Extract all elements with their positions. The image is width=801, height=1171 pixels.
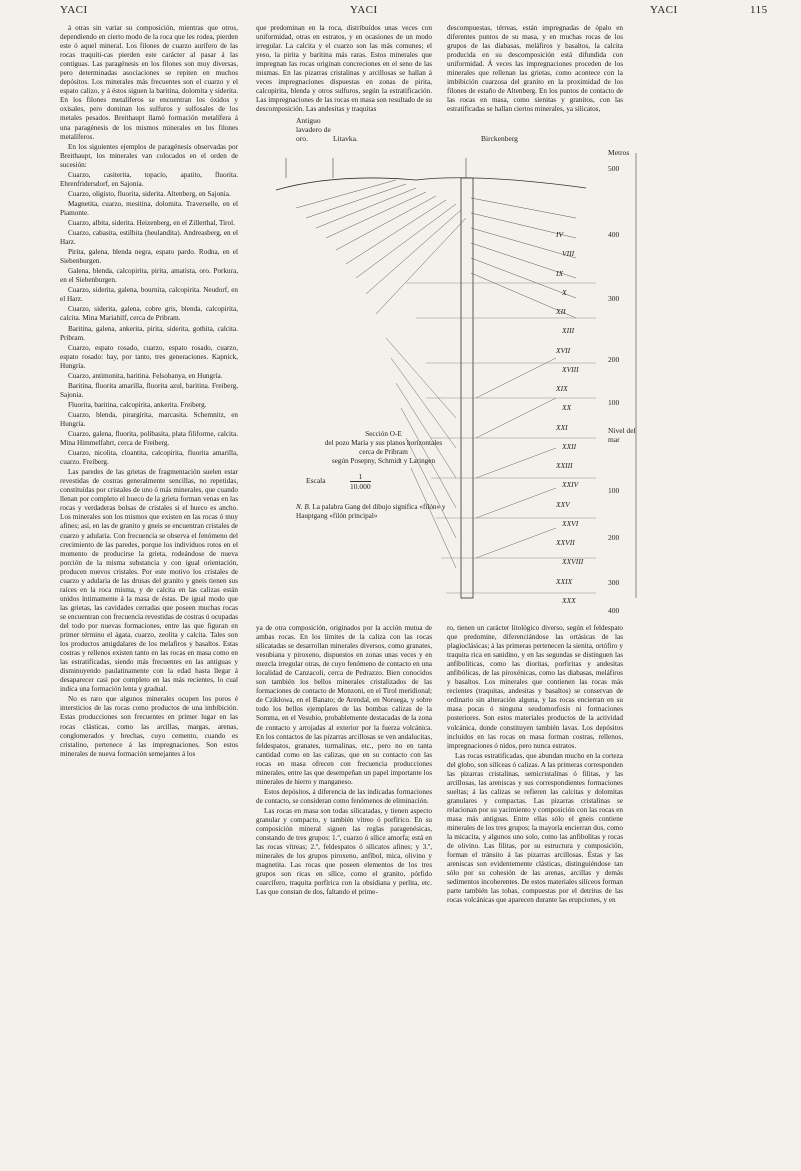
level-label: XX	[562, 403, 572, 413]
depth-label: 200	[608, 355, 620, 364]
level-label: XXX	[562, 596, 576, 605]
level-label: XXVI	[562, 518, 579, 528]
header-right: YACI	[650, 4, 678, 16]
level-label: XXV	[556, 499, 570, 509]
label-birkenberg: Birckenberg	[481, 134, 518, 143]
depth-label: 400	[608, 230, 620, 239]
paragraph: Cuarzo, cabasita, estilbita (heulandita). Andreasberg, en el Harz.	[60, 229, 238, 247]
header-center: YACI	[350, 4, 378, 16]
caption-line: cerca de Pribram	[359, 448, 408, 456]
paragraph: Cuarzo, oligisto, fluorita, siderita. Altenberg, en Sajonia.	[68, 189, 231, 198]
level-label: XVII	[556, 345, 571, 355]
label-litavka: Litavka.	[333, 134, 358, 143]
paragraph: ro, tienen un carácter litológico diverso, según el feldespato que predomine, diferenciándose las ortásicas de las plagioclásicas; á las primeras pertenecen la sienita, ortófiro y traquita rica en sanidino, y en las segundas se distinguen las anfibolíticas, como las dioritas, porfiritas y andesitas anfibólicas, de las piroxénicas, como las diabasas, meláfiros y basaltos. Los minerales que contienen las rocas más recientes (traquitas, andesitas y basaltos) se conservan de ordinario sin alteración alguna, y las rocas encierran en su masa pocas ó ninguna seudomorfosis ni formaciones posteriores. Son estos materiales productos de la actividad volcánica, donde constituyen también lavas. Los depósitos incluídos en las rocas en masa forman costras, rellenos, impregnaciones ó nidos, pero nunca estratos.	[447, 624, 623, 750]
scale	[306, 472, 371, 491]
level-label: IV	[556, 230, 564, 239]
paragraph: Las rocas estratificadas, que abundan mucho en la corteza del globo, son silíceas ó calizas. A las primeras corresponden las pizarras cristalinas, semicristalinas ó filitas, y las arcillosas, las areniscas y sus correspondientes formaciones sueltas; á las calizas se refieren las calcitas y dolomitas granulares y compactas. Las pizarras cristalinas se relacionan por su yacimiento y composición con las rocas en masa más antiguas. Entre ellas sólo el gneis contiene minerales de los tres grupos; la mayoría encierran dos, como la micacita, y algunos uno solo, como las anfibolitas y rocas de olivino. Las filitas, por su estructura y composición, forman el tránsito á las pizarras arcillosas. Éstas y las areniscas son evidentemente clásticas, distinguiéndose tan sólo por su cohesión de las arenas, arcillas y demás sedimentos incoherentes. De estos materiales silíceos forman parte también las tobas, compuestas por el detritus de las rocas volcánicas que aparecen durante las erupciones, y en	[447, 751, 623, 905]
depth-label: 100	[608, 486, 620, 495]
paragraph: En los siguientes ejemplos de paragénesis observadas por Breithaupt, los minerales van colocados en el orden de sucesión:	[60, 142, 238, 169]
level-label: IX	[556, 268, 564, 278]
depth-label: 200	[608, 533, 620, 542]
scale-label: Escala	[306, 476, 326, 485]
paragraph: Cuarzo, espato rosado, cuarzo, espato rosado, cuarzo, espato rosado: hay, por tanto, tres generaciones. Kapnick, Hungría.	[60, 343, 238, 370]
level-label: XXVIII	[562, 557, 584, 567]
paragraph: descompuestas, térreas, están impregnadas de ópalo en diferentes puntos de su masa, y en muchas rocas de los grupos de las diabasas, meláfiros y basaltos, la calcita producida en su descomposición está difundida con uniformidad. Á veces las impregnaciones proceden de los minerales que rellenan las grietas, como acontece con la imbibición cuarzosa del granito en la proximidad de los filones de estaño de Altenberg. En los puntos de contacto de las rocas en masa, como sienitas y granitos, con las estratificadas se hallan ciertos minerales, ya silicatos,	[447, 24, 623, 114]
paragraph: No es raro que algunos minerales ocupen los poros é intersticios de las rocas como productos de una imbibición. Estas producciones son frecuentes en primer lugar en las rocas clásticas, como las arcillas, margas, arenas, conglomerados y brechas, cuyo cemento, cuando es cristalino, pertenece á las impregnaciones. Son estos minerales de nueva formación semejantes á los	[60, 695, 238, 758]
level-label: XXI	[556, 422, 568, 432]
paragraph: á otras sin variar su composición, mientras que otros, dependiendo en cierto modo de la roca que les rodea, pierden este ó aquel mineral. Los filones de cuarzo aurífero de las rocas traquíti-cas pierden este carácter al pasar á las contiguas. Las paragénesis en los filones son muy diversas, pero determinadas asociaciones se repiten en muchos depósitos. Los minerales más frecuentes son el cuarzo y el espato calizo, y á éstos siguen la baritina, dolomita y siderita. En los filones metalíferos se encuentran los óxidos y oxisales, pero dominan los sulfuros y sulfosales de los metales pesados. Breithaupt llamó formación metalífera á una paragénesis de los mismos minerales en los filones metalíferos.	[60, 24, 238, 141]
paragraph: Baritina, galena, ankerita, pirita, siderita, gothita, calcita. Pribram.	[60, 324, 238, 342]
caption-line: según Posepny, Schmidt y Laringen	[331, 457, 436, 465]
scale-denominator: 10.000	[350, 482, 371, 491]
level-label: XXIX	[556, 576, 573, 586]
level-label: XIX	[556, 384, 568, 394]
column-middle-top	[256, 24, 432, 119]
scale-fraction	[350, 472, 371, 491]
paragraph: Magnetita, cuarzo, mesitina, dolomita. Traverselle, en el Piamonte.	[60, 199, 238, 217]
section-drawing	[256, 118, 646, 618]
paragraph: Cuarzo, siderita, galena, bournita, calcopirita. Neudorf, en el Harz.	[60, 286, 238, 304]
metros-label: Metros	[608, 148, 630, 157]
paragraph: Galena, blenda, calcopirita, pirita, amatista, oro. Porkura, en el Siebenburgen.	[60, 267, 238, 285]
paragraph: Baritina, fluorita amarilla, fluorita azul, baritina. Freiberg, Sajonia.	[60, 381, 238, 399]
depth-label: 500	[608, 164, 620, 173]
column-left	[60, 24, 238, 1164]
level-label: XXVII	[556, 538, 575, 548]
paragraph: Cuarzo, casiterita, topacio, apatito, fluorita. Ehrenfridersdorf, en Sajonia.	[60, 170, 238, 188]
note-text: La palabra Gang del dibujo significa «filón» y Hauptgang «filón principal»	[296, 503, 446, 520]
label-oro: oro.	[296, 134, 308, 143]
header-left: YACI	[60, 4, 88, 16]
column-right-top	[447, 24, 623, 124]
depth-label: 300	[608, 578, 620, 587]
level-label: VIII	[562, 249, 575, 259]
column-middle-bottom	[256, 624, 432, 1169]
page-number: 115	[750, 4, 768, 16]
level-label: XIII	[562, 326, 575, 336]
paragraph: Las paredes de las grietas de fragmentación suelen estar revestidas de costras generalmente sencillas, no repetidas, constituídas por cristales de uno ó más minerales, que cuando llenan por completo el hueco de la grieta forman venas en las rocas y verdaderas bolsas de cristales si el hueco es ancho. Los minerales son los mismos que existen en las rocas ó muy afines; así, en las de granito y gneis se encuentran cristales de cuarzo y adularia. Con frecuencia se observa el fenómeno del crecimiento de las paredes, porque los individuos rotos en el momento de producirse la grieta, rodeándose de nueva porción de la misma substancia y con igual orientación, producen nuevos cristales. Por este motivo los cristales de cuarzo y adularia de las drusas del granito y gneis tienen sus raíces en la roca misma, y de calcita en las calizas están unidos íntimamente á la masa de éstas. De igual modo que las grietas, las cavidades cerradas que poseen muchas rocas se encuentran con frecuencia revestidas de costras ú ocupadas del todo por nuevas formaciones, entre las que figuran en primer término el ágata, cuarzo, zeolita y calcita. Tales son los productos amigdalares de los melafiros y basaltos. Estas costras y rellenos existen tanto en las rocas en masa como en las estratificadas, siendo más frecuentes en las antiguas y disminuyendo paulatinamente con la edad hasta llegar á desaparecer casi por completo en las más recientes, lo cual indica una formación lenta y gradual.	[60, 468, 238, 694]
paragraph: Cuarzo, albita, siderita. Heizenberg, en el Zillerthal, Tirol.	[68, 218, 235, 227]
note-prefix: N. B.	[296, 503, 311, 511]
paragraph: Cuarzo, siderita, galena, cobre gris, blenda, calcopirita, calcita. Mina Mariahilf, cerca de Pribram.	[60, 305, 238, 323]
label-antiguo: Antiguo	[296, 116, 321, 125]
level-label: XXIV	[562, 480, 579, 490]
caption-line: del pozo María y sus planos horizontales	[324, 439, 443, 447]
depth-label: 300	[608, 294, 620, 303]
section-caption	[296, 430, 471, 466]
paragraph: Cuarzo, antimonita, baritina. Felsobanya, en Hungría.	[68, 371, 223, 380]
mine-section-figure	[256, 118, 646, 618]
paragraph: Fluorita, baritina, calcopirita, ankerita. Freiberg.	[68, 400, 207, 409]
level-label: XXIII	[556, 461, 573, 471]
scale-numerator: 1	[350, 472, 371, 482]
paragraph: Cuarzo, nicolita, cloantita, calcopirita, fluorita amarilla, cuarzo. Freiberg.	[60, 449, 238, 467]
paragraph: Cuarzo, galena, fluorita, polibasita, plata filiforme, calcita. Mina Himmelfahrt, cerca de Freiberg.	[60, 430, 238, 448]
paragraph: Estos depósitos, á diferencia de las indicadas formaciones de contacto, se consideran como fenómenos de eliminación.	[256, 787, 432, 805]
paragraph: que predominan en la roca, distribuídos unas veces con uniformidad, otras en estratos, y en ocasiones de un modo irregular. La calcita y el cuarzo son las más comunes; el yeso, la pirita y baritina más raras. Estos minerales que impregnan las rocas originan concreciones en el seno de las mismas. En las pizarras cristalinas y arcillosas se hallan á veces impregnaciones dispuestas en zonas de pirita, calcopirita, blenda y otros sulfuros, según la estratificación. Las impregnaciones de las rocas en masa son resultado de su descomposición. Las andesitas y traquitas	[256, 24, 432, 114]
figure-note	[296, 503, 476, 521]
level-label: XXII	[562, 441, 577, 451]
paragraph: Las rocas en masa son todas silicatadas, y tienen aspecto granular y compacto, y también vítreo ó porfírico. En su composición mineral siguen las reglas paragenésicas, constando de tres grupos: 1.º, cuarzo ó sílice amorfa; está en las rocas vítreas; 2.º, feldespatos ó silicatos afines; y 3.º, minerales de los grupos piroxeno, anfíbol, mica, olivino y magnetita. Las rocas que poseen elementos de los tres grupos son ricas en sílice, como el granito, pórfido cuarcífero, traquita porfírica con la obsidiana y perlita, etc. Las que constan de dos, faltando el prime-	[256, 806, 432, 897]
level-label: XII	[556, 307, 566, 317]
level-label: XVIII	[562, 364, 579, 374]
paragraph: Pirita, galena, blenda negra, espato pardo. Rodna, en el Siebenburgen.	[60, 248, 238, 266]
level-label: X	[562, 287, 567, 297]
running-header	[60, 2, 770, 20]
paragraph: ya de otra composición, originados por la acción mutua de ambas rocas. En los límites de la caliza con las rocas silicatadas se desarrollan minerales diversos, como granates, vesubiana y piroxeno, dispuestos en zonas unas veces y en mezcla irregular otras, de cuyo fenómeno de contacto en una localidad de Canzacoli, cerca de Pedrazzo. Bien conocidos son también los bellos minerales cristalizados de las formaciones de contacto de Monzoni, en el Tirol meridional; de Czikłowa, en el Banato; de Arendal, en Noruega, y sobre todo los bellos ejemplares de las bombas calizas de la Somma, en el Vesubio, probablemente destacadas de la zona de contacto y arrojadas al exterior por la fuerza volcánica. En los contactos de las pizarras arcillosas se ven andalucitas, feldespatos, granates, turmalinas, etc., pero no en tanta cantidad como en las calizas, que en su contacto con las rocas en masa ofrecen con frecuencia producciones minerales, entre las que desempeñan un papel importante los minerales de hierro y manganeso.	[256, 624, 432, 786]
label-lavadero: lavadero de	[296, 125, 331, 134]
paragraph: Cuarzo, blenda, pirargirita, marcasita. Schemnitz, en Hungría.	[60, 410, 238, 428]
column-right-bottom	[447, 624, 623, 1169]
caption-line: Sección O-E	[365, 430, 402, 438]
depth-label: 400	[608, 606, 620, 615]
depth-label: 100	[608, 398, 620, 407]
nivel-del-mar-label: Nivel del mar	[608, 426, 636, 444]
